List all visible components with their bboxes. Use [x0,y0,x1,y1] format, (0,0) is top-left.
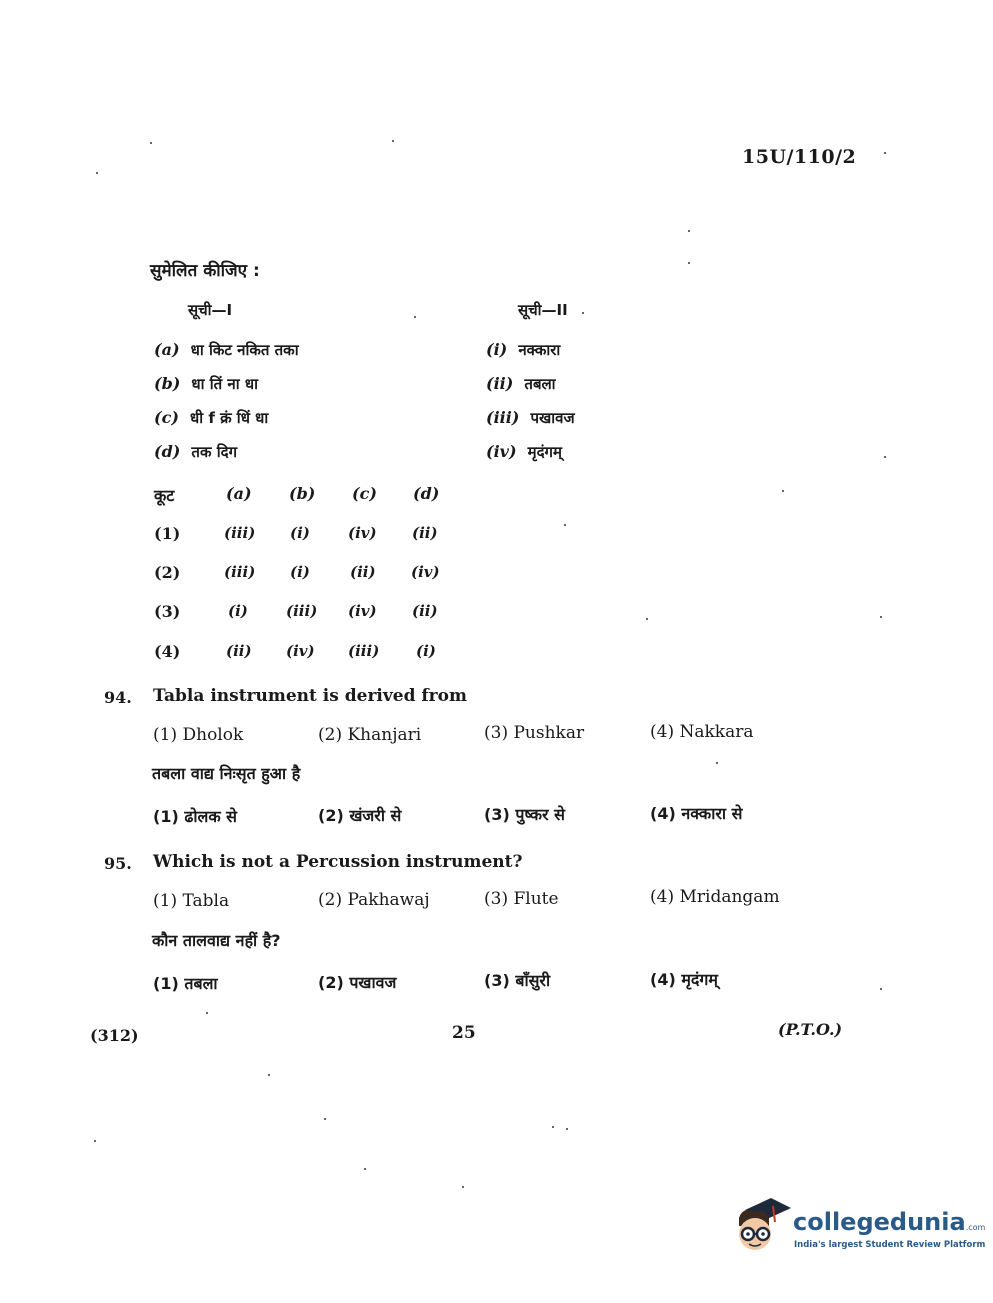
list1-item [154,442,237,462]
list1-title: सूची—I [188,301,233,319]
match-instruction: सुमेलित कीजिए : [150,261,260,281]
collegedunia-watermark [733,1196,986,1266]
question-text-hindi: कौन तालवाद्य नहीं है? [152,931,281,950]
option-en: (2) Khanjari [318,725,422,745]
code-cell: (iv) [348,524,377,542]
code-head-cell: (c) [352,484,377,503]
list1-item [154,408,268,428]
list2-item-label: (ii) [486,374,514,393]
code-head-label: कूट [154,486,175,505]
code-cell: (ii) [412,524,438,542]
option-en: (3) Flute [484,889,559,909]
option-hi: (1) तबला [153,974,218,993]
option-hi: (4) नक्कारा से [650,804,743,823]
list1-item-text: धा किट नकित तका [190,341,299,359]
list1-item [154,340,299,360]
list2-item-label: (iv) [486,442,517,461]
code-row-num: (1) [154,524,181,543]
option-hi: (1) ढोलक से [153,807,238,826]
option-hi: (3) पुष्कर से [484,805,565,824]
option-en: (4) Mridangam [650,887,780,907]
code-cell: (i) [416,642,436,660]
code-head-cell: (a) [226,484,252,503]
question-text-hindi: तबला वाद्य निःसृत हुआ है [152,764,301,783]
list1-item-text: धी f क्रं धिं धा [189,409,269,427]
code-cell: (iii) [348,642,380,660]
list2-title: सूची—II [518,301,568,319]
code-cell: (iii) [286,602,318,620]
list2-item [486,374,556,394]
list1-item-label: (b) [154,374,181,393]
code-cell: (i) [228,602,248,620]
list1-item-label: (a) [154,340,180,359]
code-cell: (i) [290,524,310,542]
code-cell: (iv) [411,563,440,581]
list2-item-text: पखावज [530,409,575,427]
list1-item-text: धा तिं ना धा [191,375,258,393]
list2-item-text: नक्कारा [518,341,561,359]
question-text: Tabla instrument is derived from [153,686,467,706]
code-cell: (iv) [286,642,315,660]
code-cell: (i) [290,563,310,581]
code-head-cell: (b) [289,484,316,503]
code-row-num: (3) [154,602,181,621]
option-en: (1) Dholok [153,725,244,745]
code-row-num: (2) [154,563,181,582]
list2-item-text: मृदंगम् [527,443,562,461]
code-row-num: (4) [154,642,181,661]
option-en: (2) Pakhawaj [318,890,430,910]
list1-item-label: (c) [154,408,179,427]
code-cell: (ii) [412,602,438,620]
list2-item-label: (i) [486,340,508,359]
list1-item-label: (d) [154,442,181,461]
student-mascot-icon [733,1196,791,1260]
question-number: 95. [104,854,132,873]
list2-item [486,408,575,428]
paper-code: 15U/110/2 [742,146,857,168]
brand-tagline: India's largest Student Review Platform [794,1240,986,1250]
booklet-code: (312) [90,1026,139,1045]
list1-item [154,374,258,394]
option-hi: (2) पखावज [318,973,397,992]
code-cell: (iv) [348,602,377,620]
brand-name [793,1208,985,1236]
pto-label: (P.T.O.) [778,1020,843,1039]
code-cell: (ii) [226,642,252,660]
question-number: 94. [104,688,132,707]
code-head-cell: (d) [413,484,440,503]
option-en: (3) Pushkar [484,723,585,743]
list2-item-text: तबला [524,375,556,393]
page-number: 25 [452,1023,476,1043]
list2-item [486,442,562,462]
code-cell: (iii) [224,563,256,581]
option-hi: (2) खंजरी से [318,806,402,825]
question-text: Which is not a Percussion instrument? [153,852,523,872]
option-en: (4) Nakkara [650,722,754,742]
list1-item-text: तक दिग [191,443,238,461]
option-en: (1) Tabla [153,891,230,911]
option-hi: (4) मृदंगम् [650,970,718,989]
code-cell: (iii) [224,524,256,542]
list2-item-label: (iii) [486,408,520,427]
brand-suffix: .com [965,1223,986,1232]
option-hi: (3) बाँसुरी [484,971,551,990]
list2-item [486,340,560,360]
brand-text: collegedunia [793,1208,966,1236]
code-cell: (ii) [350,563,376,581]
